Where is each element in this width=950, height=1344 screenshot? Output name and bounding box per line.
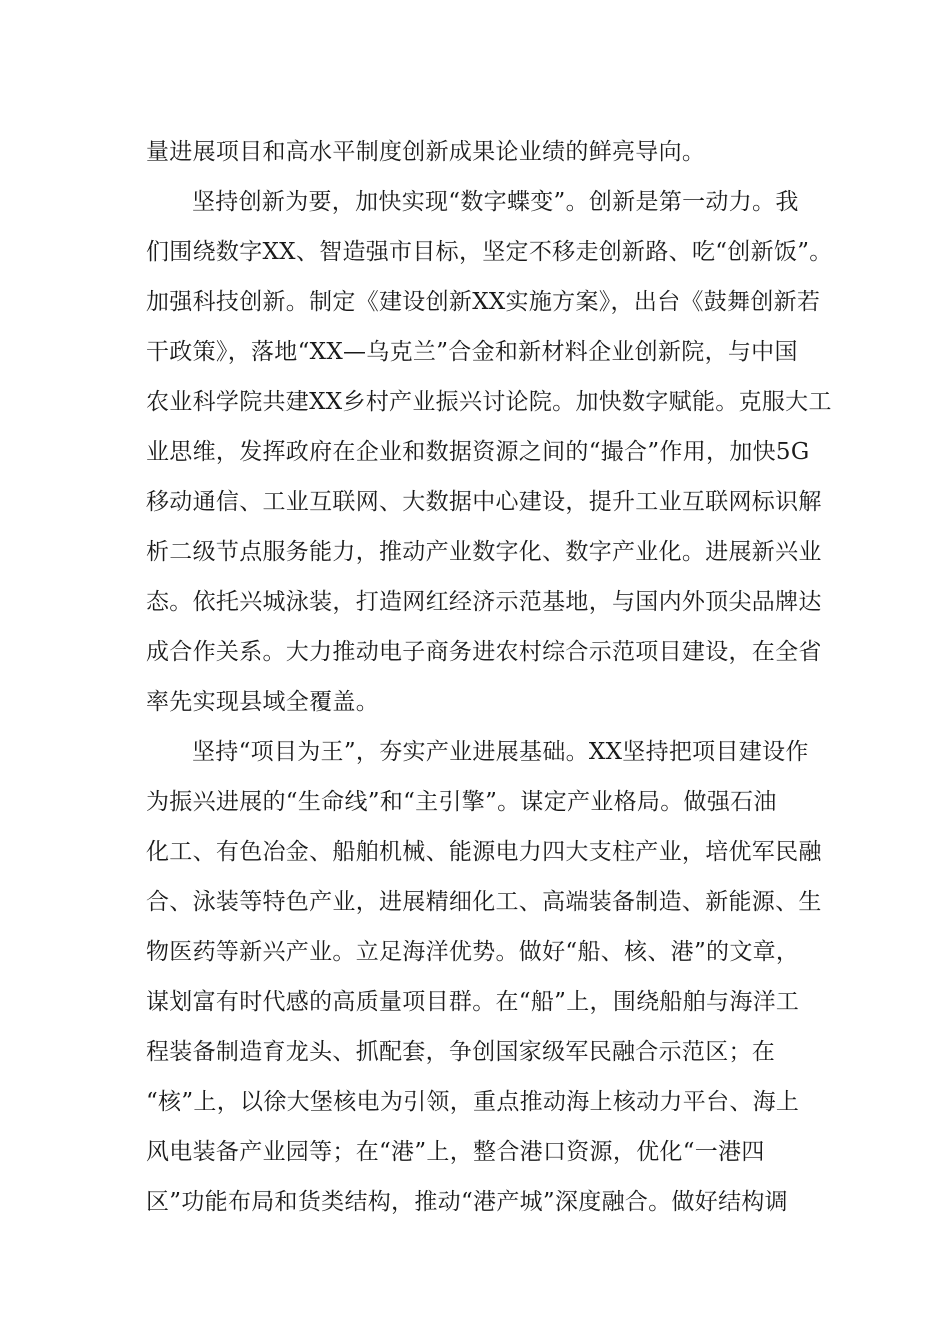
text-line: 移动通信、工业互联网、大数据中心建设，提升工业互联网标识解 bbox=[146, 489, 822, 515]
text-line: 析二级节点服务能力，推动产业数字化、数字产业化。进展新兴业 bbox=[146, 539, 822, 565]
paragraph-start-line: 坚持创新为要，加快实现“数字蝶变”。创新是第一动力。我 bbox=[192, 189, 799, 215]
text-line: 量进展项目和高水平制度创新成果论业绩的鲜亮导向。 bbox=[146, 139, 706, 165]
text-line: 区”功能布局和货类结构，推动“港产城”深度融合。做好结构调 bbox=[146, 1189, 788, 1215]
text-line: 物医药等新兴产业。立足海洋优势。做好“船、核、港”的文章， bbox=[146, 939, 800, 965]
text-line: 化工、有色冶金、船舶机械、能源电力四大支柱产业，培优军民融 bbox=[146, 839, 822, 865]
text-line: 加强科技创新。制定《建设创新XX实施方案》，出台《鼓舞创新若 bbox=[146, 289, 821, 315]
paragraph-start-line: 坚持“项目为王”，夯实产业进展基础。XX坚持把项目建设作 bbox=[192, 739, 809, 765]
text-line: 合、泳装等特色产业，进展精细化工、高端装备制造、新能源、生 bbox=[146, 889, 822, 915]
text-line: 农业科学院共建XX乡村产业振兴讨论院。加快数字赋能。克服大工 bbox=[146, 389, 832, 415]
text-line: 谋划富有时代感的高质量项目群。在“船”上，围绕船舶与海洋工 bbox=[146, 989, 800, 1015]
text-line: 成合作关系。大力推动电子商务进农村综合示范项目建设，在全省 bbox=[146, 639, 822, 665]
text-line: 态。依托兴城泳装，打造网红经济示范基地，与国内外顶尖品牌达 bbox=[146, 589, 822, 615]
text-line: 风电装备产业园等；在“港”上，整合港口资源，优化“一港四 bbox=[146, 1139, 765, 1165]
text-line: 率先实现县域全覆盖。 bbox=[146, 689, 379, 715]
text-line: 干政策》，落地“XX—乌克兰”合金和新材料企业创新院，与中国 bbox=[146, 339, 798, 365]
text-line: “核”上，以徐大堡核电为引领，重点推动海上核动力平台、海上 bbox=[146, 1089, 800, 1115]
text-line: 业思维，发挥政府在企业和数据资源之间的“撮合”作用，加快5G bbox=[146, 439, 810, 465]
text-line: 为振兴进展的“生命线”和“主引擎”。谋定产业格局。做强石油 bbox=[146, 789, 777, 815]
text-line: 程装备制造育龙头、抓配套，争创国家级军民融合示范区；在 bbox=[146, 1039, 776, 1065]
text-line: 们围绕数字XX、智造强市目标，坚定不移走创新路、吃“创新饭”。 bbox=[146, 239, 833, 265]
